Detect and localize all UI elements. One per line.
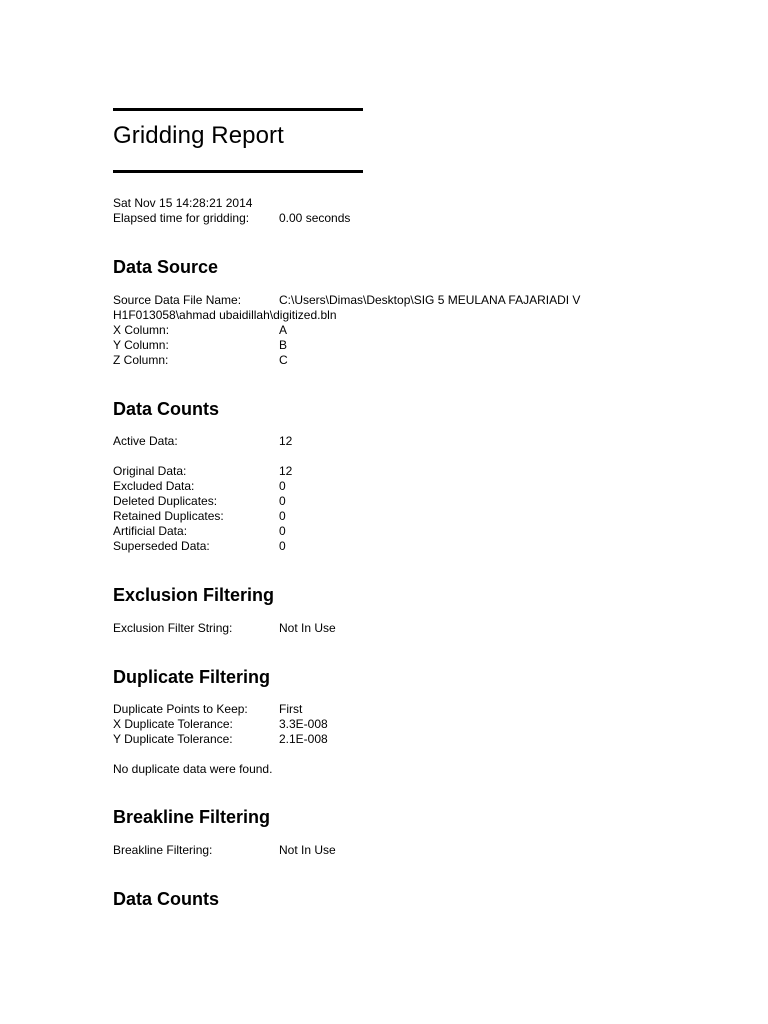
superseded-data-row xyxy=(113,539,286,554)
x-column-row xyxy=(113,323,287,338)
x-duplicate-tolerance-label: X Duplicate Tolerance: xyxy=(113,717,233,731)
section-heading-data-counts: Data Counts xyxy=(113,399,220,419)
report-timestamp: Sat Nov 15 14:28:21 2014 xyxy=(113,196,253,210)
excluded-data-label: Excluded Data: xyxy=(113,479,195,493)
superseded-data-label: Superseded Data: xyxy=(113,539,210,553)
original-data-label: Original Data: xyxy=(113,464,187,478)
y-duplicate-tolerance-row xyxy=(113,732,328,747)
section-heading-breakline-filtering: Breakline Filtering xyxy=(113,807,271,827)
superseded-data-value: 0 xyxy=(279,539,286,553)
section-heading-exclusion-filtering: Exclusion Filtering xyxy=(113,585,275,605)
y-column-label: Y Column: xyxy=(113,338,169,352)
z-column-row xyxy=(113,353,288,368)
y-column-value: B xyxy=(279,338,288,352)
retained-duplicates-label: Retained Duplicates: xyxy=(113,509,224,523)
elapsed-label: Elapsed time for gridding: xyxy=(113,211,250,225)
active-data-row xyxy=(113,434,292,449)
z-column-label: Z Column: xyxy=(113,353,169,367)
y-duplicate-tolerance-value: 2.1E-008 xyxy=(279,732,328,746)
artificial-data-row xyxy=(113,524,286,539)
deleted-duplicates-label: Deleted Duplicates: xyxy=(113,494,218,508)
elapsed-row xyxy=(113,211,350,226)
active-data-label: Active Data: xyxy=(113,434,178,448)
section-heading-data-counts-2: Data Counts xyxy=(113,889,220,909)
x-column-value: A xyxy=(279,323,288,337)
title-rule-top xyxy=(113,108,363,111)
elapsed-value: 0.00 seconds xyxy=(279,211,351,225)
artificial-data-value: 0 xyxy=(279,524,286,538)
exclusion-filter-value: Not In Use xyxy=(279,621,336,635)
no-duplicates-note: No duplicate data were found. xyxy=(113,762,273,776)
source-file-value: C:\Users\Dimas\Desktop\SIG 5 MEULANA FAJARIADI V xyxy=(279,293,581,307)
exclusion-filter-row xyxy=(113,621,336,636)
y-column-row xyxy=(113,338,287,353)
artificial-data-label: Artificial Data: xyxy=(113,524,188,538)
retained-duplicates-value: 0 xyxy=(279,509,286,523)
x-column-label: X Column: xyxy=(113,323,170,337)
source-file-label: Source Data File Name: xyxy=(113,293,242,307)
z-column-value: C xyxy=(279,353,288,367)
duplicate-keep-label: Duplicate Points to Keep: xyxy=(113,702,248,716)
active-data-value: 12 xyxy=(279,434,293,448)
duplicate-keep-row xyxy=(113,702,302,717)
breakline-filtering-row xyxy=(113,843,336,858)
section-heading-data-source: Data Source xyxy=(113,257,219,277)
retained-duplicates-row xyxy=(113,509,286,524)
original-data-row xyxy=(113,464,292,479)
excluded-data-row xyxy=(113,479,286,494)
source-file-value-continued: H1F013058\ahmad ubaidillah\digitized.bln xyxy=(113,308,337,322)
x-duplicate-tolerance-value: 3.3E-008 xyxy=(279,717,328,731)
duplicate-keep-value: First xyxy=(279,702,303,716)
x-duplicate-tolerance-row xyxy=(113,717,328,732)
original-data-value: 12 xyxy=(279,464,293,478)
title-rule-bottom xyxy=(113,170,363,173)
deleted-duplicates-row xyxy=(113,494,286,509)
source-file-row xyxy=(113,293,580,308)
exclusion-filter-label: Exclusion Filter String: xyxy=(113,621,233,635)
section-heading-duplicate-filtering: Duplicate Filtering xyxy=(113,667,271,687)
breakline-filtering-label: Breakline Filtering: xyxy=(113,843,213,857)
breakline-filtering-value: Not In Use xyxy=(279,843,336,857)
excluded-data-value: 0 xyxy=(279,479,286,493)
deleted-duplicates-value: 0 xyxy=(279,494,286,508)
y-duplicate-tolerance-label: Y Duplicate Tolerance: xyxy=(113,732,233,746)
report-title: Gridding Report xyxy=(113,122,284,149)
